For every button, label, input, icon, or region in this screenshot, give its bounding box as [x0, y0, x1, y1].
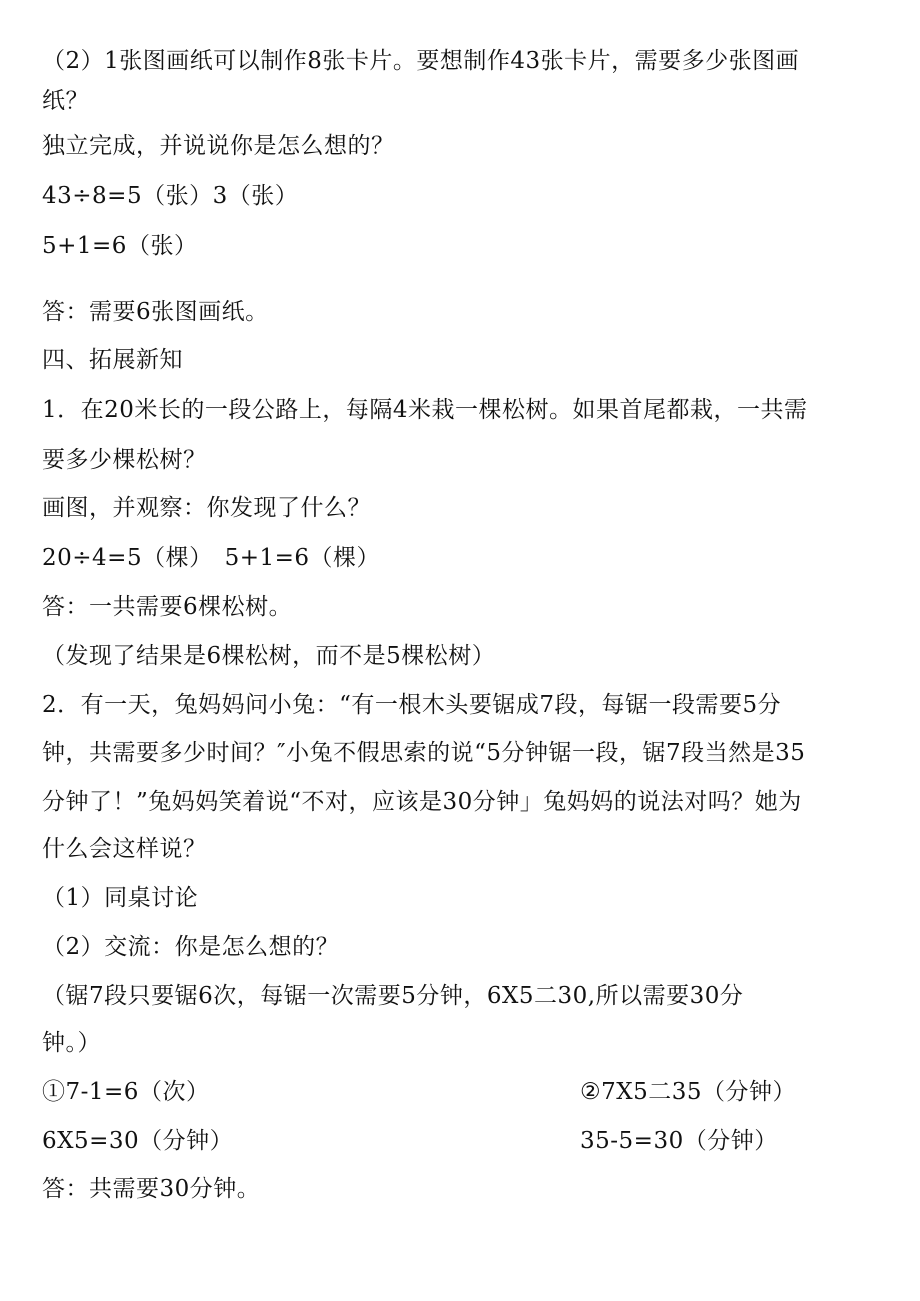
equation-line: 43÷8=5（张）3（张） — [42, 183, 299, 209]
problem-text: 钟，共需要多少时间？″小兔不假思索的说“5分钟锯一段，锯7段当然是35 — [42, 740, 806, 766]
step-line: （2）交流：你是怎么想的？ — [42, 934, 340, 960]
note-line: （发现了结果是6棵松树，而不是5棵松树） — [42, 643, 496, 669]
equation-line: 5+1=6（张） — [42, 233, 198, 259]
solution-method-1: ①7-1=6（次） — [42, 1079, 210, 1105]
solution-method-2: ②7X5二35（分钟） — [580, 1079, 797, 1105]
solution-method-1-step: 6X5=30（分钟） — [42, 1128, 234, 1154]
text-line: 独立完成，并说说你是怎么想的？ — [42, 133, 395, 159]
final-answer: 答：共需要30分钟。 — [42, 1176, 261, 1202]
problem-text: 1．在20米长的一段公路上，每隔4米栽一棵松树。如果首尾都栽，一共需 — [42, 397, 808, 423]
problem-text: 分钟了！”兔妈妈笑着说“不对，应该是30分钟」兔妈妈的说法对吗？她为 — [42, 789, 802, 815]
text-line: （2）1张图画纸可以制作8张卡片。要想制作43张卡片，需要多少张图画 — [42, 48, 800, 74]
equation-line: 20÷4=5（棵） 5+1=6（棵） — [42, 545, 381, 571]
text-line: 纸？ — [42, 88, 89, 114]
text-line: 画图，并观察：你发现了什么？ — [42, 495, 371, 521]
problem-text: 2．有一天，兔妈妈问小兔：“有一根木头要锯成7段，每锯一段需要5分 — [42, 692, 782, 718]
note-line: 钟。） — [42, 1030, 101, 1056]
note-line: （锯7段只要锯6次，每锯一次需要5分钟，6X5二30,所以需要30分 — [42, 983, 744, 1009]
section-heading: 四、拓展新知 — [42, 347, 183, 373]
answer-line: 答：需要6张图画纸。 — [42, 299, 269, 325]
answer-line: 答：一共需要6棵松树。 — [42, 594, 293, 620]
problem-text: 什么会这样说？ — [42, 836, 207, 862]
problem-text: 要多少棵松树？ — [42, 447, 207, 473]
step-line: （1）同桌讨论 — [42, 885, 199, 911]
solution-method-2-step: 35-5=30（分钟） — [580, 1128, 778, 1154]
